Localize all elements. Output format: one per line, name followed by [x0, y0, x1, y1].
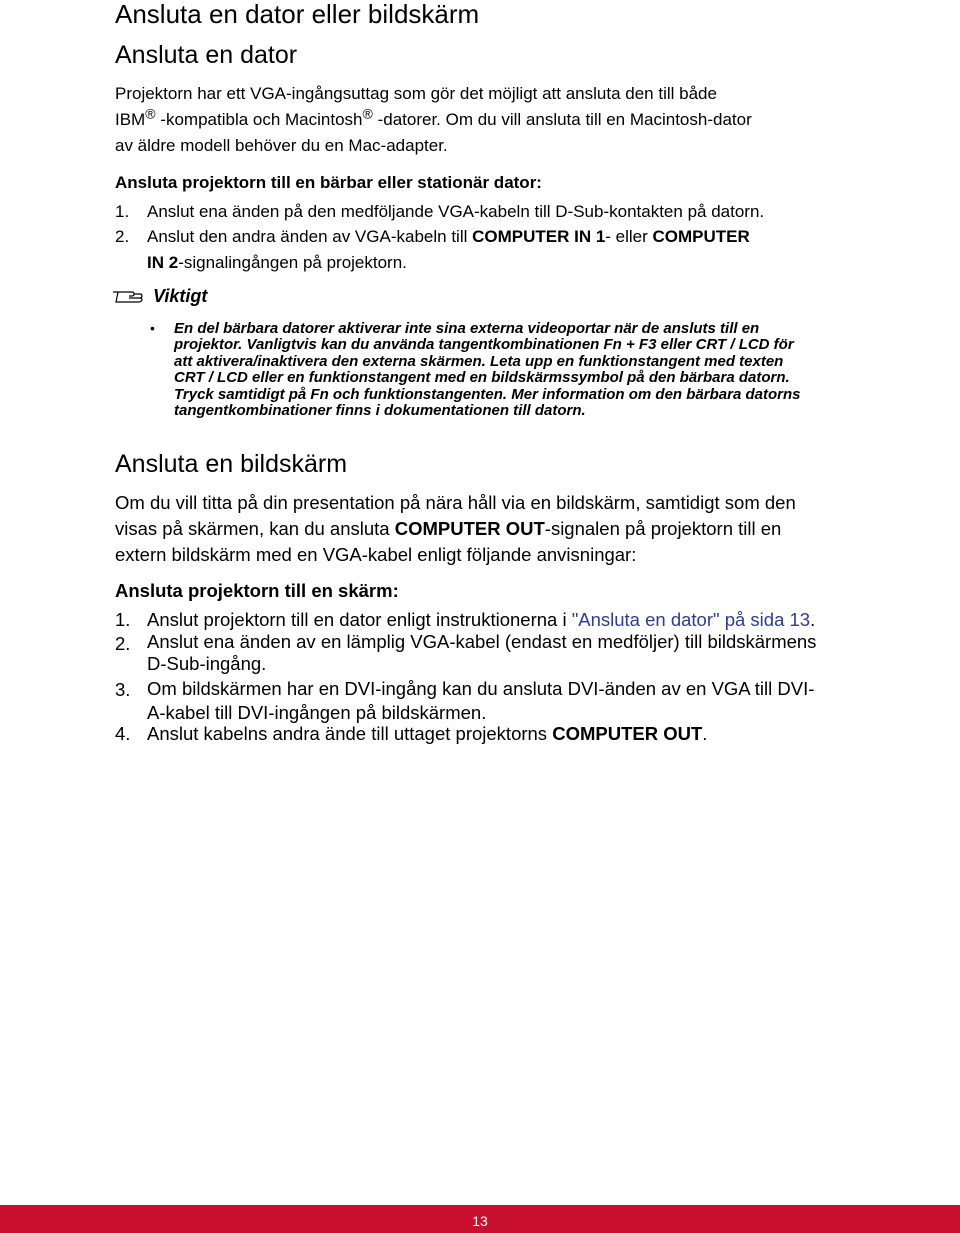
step-text: Anslut kabelns andra ände till uttaget projektorns COMPUTER OUT. — [147, 723, 708, 744]
section-heading-monitor: Ansluta en bildskärm — [115, 450, 348, 478]
note-label: Viktigt — [153, 286, 208, 306]
intro-line-3: av äldre modell behöver du en Mac-adapter. — [115, 136, 448, 155]
page-number: 13 — [472, 1213, 488, 1229]
step-text: Anslut ena änden på den medföljande VGA-kabeln till D-Sub-kontakten på datorn. — [147, 202, 765, 221]
step-text: Anslut ena änden av en lämplig VGA-kabel (endast en medföljer) till bildskärmens D-Sub-ingång. — [147, 631, 817, 674]
computer-intro-paragraph — [115, 81, 855, 159]
subheading-monitor: Ansluta projektorn till en skärm: — [115, 580, 399, 601]
note-bullet: • — [150, 320, 155, 336]
port-label-computer-out: COMPUTER OUT — [552, 723, 703, 744]
step-number: 1. — [115, 609, 131, 630]
port-label-computer: COMPUTER — [652, 227, 750, 246]
intro-line-1: Projektorn har ett VGA-ingångsuttag som gör det möjligt att ansluta den till både — [115, 84, 717, 103]
step-number: 2. — [115, 227, 130, 246]
registered-mark: ® — [362, 105, 373, 122]
port-label-computer-out: COMPUTER OUT — [394, 518, 545, 539]
section-heading-computer: Ansluta en dator — [115, 41, 298, 69]
step-text: Anslut projektorn till en dator enligt instruktionerna i "Ansluta en dator" på sida 13. — [147, 609, 816, 630]
registered-mark: ® — [145, 105, 156, 122]
monitor-intro-paragraph: Om du vill titta på din presentation på nära håll via en bildskärm, samtidigt som den visas på skärmen, kan du ansluta COMPUTER OUT-signalen på projektorn till en extern bildskärm med en VGA-kabel enligt följande anvisningar: — [115, 492, 796, 565]
step-number: 1. — [115, 202, 130, 221]
pointing-hand-icon — [112, 287, 146, 310]
step-number: 2. — [115, 633, 131, 654]
port-label-computer-in-1: COMPUTER IN 1 — [472, 227, 606, 246]
step-number: 3. — [115, 679, 131, 700]
step-number: 4. — [115, 723, 131, 744]
subheading-laptop: Ansluta projektorn till en bärbar eller stationär dator: — [115, 173, 542, 192]
note-text: En del bärbara datorer aktiverar inte sina externa videoportar när de ansluts till en projektor. Vanligtvis kan du använda tangentkombinationen Fn + F3 eller CRT / LCD för att aktivera/inaktivera den externa skärmen. Leta upp en funktionstangent med texten CRT / LCD eller en funktionstangent med en bildskärmssymbol på den bärbara datorn. Tryck samtidigt på Fn och funktionstangenten. Mer information om den bärbara datorns tangentkombinationer finns i dokumentationen till datorn. — [174, 320, 801, 420]
port-label-in-2: IN 2 — [147, 253, 179, 272]
step-text: Om bildskärmen har en DVI-ingång kan du ansluta DVI-änden av en VGA till DVI- A-kabel till DVI-ingången på bildskärmen. — [147, 678, 815, 723]
step-text: Anslut den andra änden av VGA-kabeln till COMPUTER IN 1- eller COMPUTER IN 2-signalingången på projektorn. — [147, 227, 750, 272]
intro-line-2: IBM® -kompatibla och Macintosh® -datorer. Om du vill ansluta till en Macintosh-dator — [115, 105, 752, 129]
cross-reference-link[interactable]: "Ansluta en dator" på sida 13 — [571, 609, 811, 630]
page-title: Ansluta en dator eller bildskärm — [115, 0, 480, 29]
